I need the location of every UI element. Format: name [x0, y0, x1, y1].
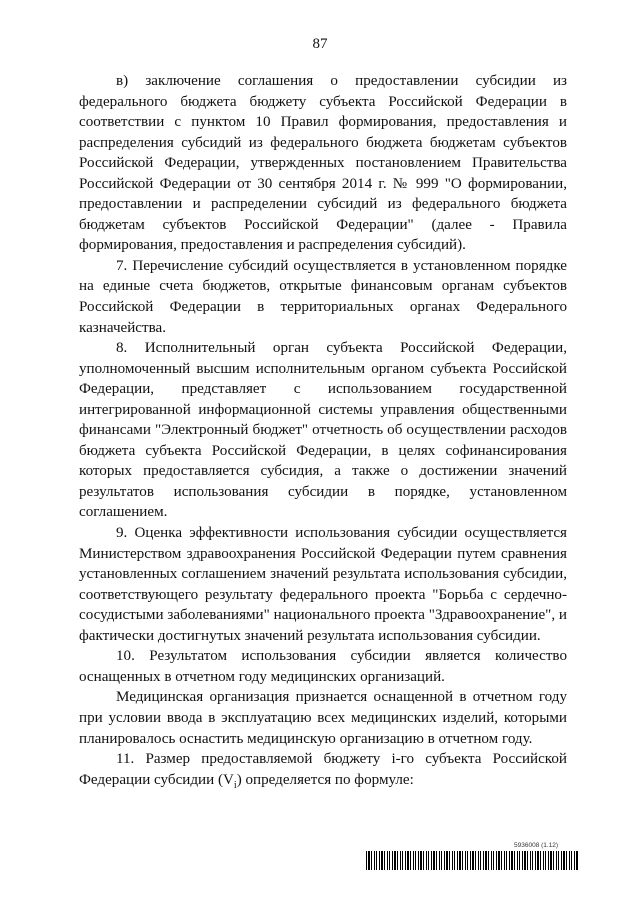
paragraph-11-before: 11. Размер предоставляемой бюджету i-го субъекта Российской Федерации субсидии (V: [79, 751, 567, 788]
paragraph-11: [79, 749, 567, 796]
paragraph-item-v: в) заключение соглашения о предоставлении субсидии из федерального бюджета бюджету субъекта Российской Федерации в соответствии с пунктом 10 Правил формирования, предоставления и распределения субсидий из федерального бюджета бюджетам субъектов Российской Федерации, утвержденных постановлением Правительства Российской Федерации от 30 сентября 2014 г. № 999 "О формировании, предоставлении и распределении субсидий из федерального бюджета бюджетам субъектов Российской Федерации" (далее - Правила формирования, предоставления и распределения субсидий).: [79, 73, 567, 254]
paragraph-7: 7. Перечисление субсидий осуществляется в установленном порядке на единые счета бюджетов, открытые финансовым органам субъектов Российской Федерации в территориальных органах Федерального казначейства.: [79, 257, 567, 336]
barcode-caption: 5936008 (1.12): [514, 842, 559, 849]
paragraph-11-subscript: i: [233, 779, 237, 791]
paragraph-11-after: ) определяется по формуле:: [236, 771, 414, 788]
barcode-image: [366, 851, 578, 870]
page-number: 87: [312, 36, 328, 52]
paragraph-10-note: Медицинская организация признается оснащенной в отчетном году при условии ввода в эксплуатацию всех медицинских изделий, которыми планировалось оснастить медицинскую организацию в отчетном году.: [79, 689, 567, 747]
paragraph-9: 9. Оценка эффективности использования субсидии осуществляется Министерством здравоохранения Российской Федерации путем сравнения установленных соглашением значений результата использования субсидии, соответствующего результату федерального проекта "Борьба с сердечно-сосудистыми заболеваниями" национального проекта "Здравоохранение", и фактически достигнутых значений результата использования субсидии.: [79, 525, 567, 644]
body-text: [79, 71, 567, 796]
paragraph-8: 8. Исполнительный орган субъекта Российской Федерации, уполномоченный высшим исполнительным органом субъекта Российской Федерации, представляет с использованием государственной интегрированной информационной системы управления общественными финансами "Электронный бюджет" отчетность об осуществлении расходов бюджета субъекта Российской Федерации, в целях софинансирования которых предоставляется субсидия, а также о достижении значений результатов использования субсидии в порядке, установленном соглашением.: [79, 340, 567, 521]
paragraph-10: 10. Результатом использования субсидии является количество оснащенных в отчетном году медицинских организаций.: [79, 648, 567, 685]
